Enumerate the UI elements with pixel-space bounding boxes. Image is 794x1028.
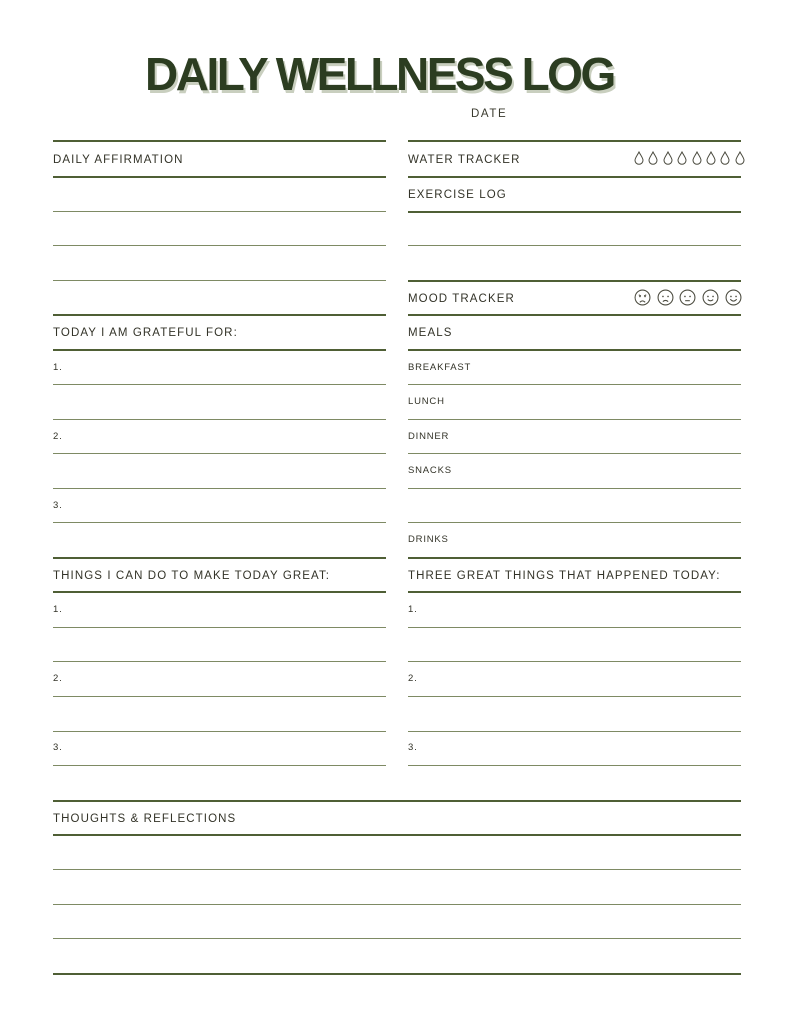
list-item-number: 2.: [53, 431, 63, 442]
writing-line[interactable]: [53, 280, 386, 281]
list-item-number: 3.: [408, 742, 418, 753]
water-drops: [634, 151, 745, 165]
list-item-number: 3.: [53, 742, 63, 753]
divider: [408, 557, 741, 559]
divider: [53, 314, 386, 316]
divider: [53, 800, 741, 802]
writing-line[interactable]: [53, 731, 386, 732]
affirmation-label: DAILY AFFIRMATION: [53, 154, 184, 166]
three-great-label: THREE GREAT THINGS THAT HAPPENED TODAY:: [408, 570, 721, 582]
water-drop-icon[interactable]: [735, 151, 745, 165]
divider: [408, 280, 741, 282]
drinks-label: DRINKS: [408, 534, 449, 545]
very-happy-face-icon[interactable]: [725, 289, 742, 306]
writing-line[interactable]: [53, 904, 741, 905]
writing-line[interactable]: [53, 384, 386, 385]
mood-faces: [634, 289, 742, 306]
writing-line[interactable]: [408, 453, 741, 454]
mood-tracker-label: MOOD TRACKER: [408, 293, 515, 305]
divider: [53, 140, 386, 142]
date-label: DATE: [471, 108, 508, 120]
happy-face-icon[interactable]: [702, 289, 719, 306]
great-today-label: THINGS I CAN DO TO MAKE TODAY GREAT:: [53, 570, 331, 582]
list-item-number: 2.: [53, 673, 63, 684]
exercise-label: EXERCISE LOG: [408, 189, 507, 201]
divider: [408, 176, 741, 178]
writing-line[interactable]: [408, 384, 741, 385]
divider: [53, 591, 386, 593]
water-drop-icon[interactable]: [720, 151, 730, 165]
writing-line[interactable]: [408, 627, 741, 628]
writing-line[interactable]: [408, 661, 741, 662]
neutral-face-icon[interactable]: [679, 289, 696, 306]
page-title: DAILY WELLNESS LOG: [145, 48, 614, 100]
snacks-label: SNACKS: [408, 465, 452, 476]
list-item-number: 2.: [408, 673, 418, 684]
lunch-label: LUNCH: [408, 396, 445, 407]
very-sad-face-icon[interactable]: [634, 289, 651, 306]
grateful-label: TODAY I AM GRATEFUL FOR:: [53, 327, 238, 339]
breakfast-label: BREAKFAST: [408, 362, 472, 373]
list-item-number: 1.: [53, 604, 63, 615]
divider: [53, 349, 386, 351]
dinner-label: DINNER: [408, 431, 450, 442]
writing-line[interactable]: [53, 938, 741, 939]
writing-line[interactable]: [53, 211, 386, 212]
meals-label: MEALS: [408, 327, 453, 339]
water-drop-icon[interactable]: [634, 151, 644, 165]
writing-line[interactable]: [53, 765, 386, 766]
writing-line[interactable]: [408, 696, 741, 697]
divider: [53, 973, 741, 975]
divider: [53, 557, 386, 559]
writing-line[interactable]: [53, 627, 386, 628]
writing-line[interactable]: [53, 245, 386, 246]
divider: [53, 834, 741, 836]
writing-line[interactable]: [408, 419, 741, 420]
list-item-number: 1.: [53, 362, 63, 373]
water-drop-icon[interactable]: [663, 151, 673, 165]
writing-line[interactable]: [53, 696, 386, 697]
water-tracker-label: WATER TRACKER: [408, 154, 521, 166]
water-drop-icon[interactable]: [648, 151, 658, 165]
list-item-number: 3.: [53, 500, 63, 511]
list-item-number: 1.: [408, 604, 418, 615]
divider: [408, 211, 741, 213]
writing-line[interactable]: [53, 661, 386, 662]
writing-line[interactable]: [408, 522, 741, 523]
sad-face-icon[interactable]: [657, 289, 674, 306]
writing-line[interactable]: [408, 488, 741, 489]
writing-line[interactable]: [408, 245, 741, 246]
thoughts-label: THOUGHTS & REFLECTIONS: [53, 813, 237, 825]
divider: [408, 314, 741, 316]
writing-line[interactable]: [53, 453, 386, 454]
divider: [53, 176, 386, 178]
water-drop-icon[interactable]: [677, 151, 687, 165]
writing-line[interactable]: [53, 488, 386, 489]
divider: [408, 349, 741, 351]
water-drop-icon[interactable]: [706, 151, 716, 165]
writing-line[interactable]: [53, 419, 386, 420]
writing-line[interactable]: [53, 522, 386, 523]
writing-line[interactable]: [408, 731, 741, 732]
divider: [408, 591, 741, 593]
divider: [408, 140, 741, 142]
writing-line[interactable]: [408, 765, 741, 766]
writing-line[interactable]: [53, 869, 741, 870]
water-drop-icon[interactable]: [692, 151, 702, 165]
